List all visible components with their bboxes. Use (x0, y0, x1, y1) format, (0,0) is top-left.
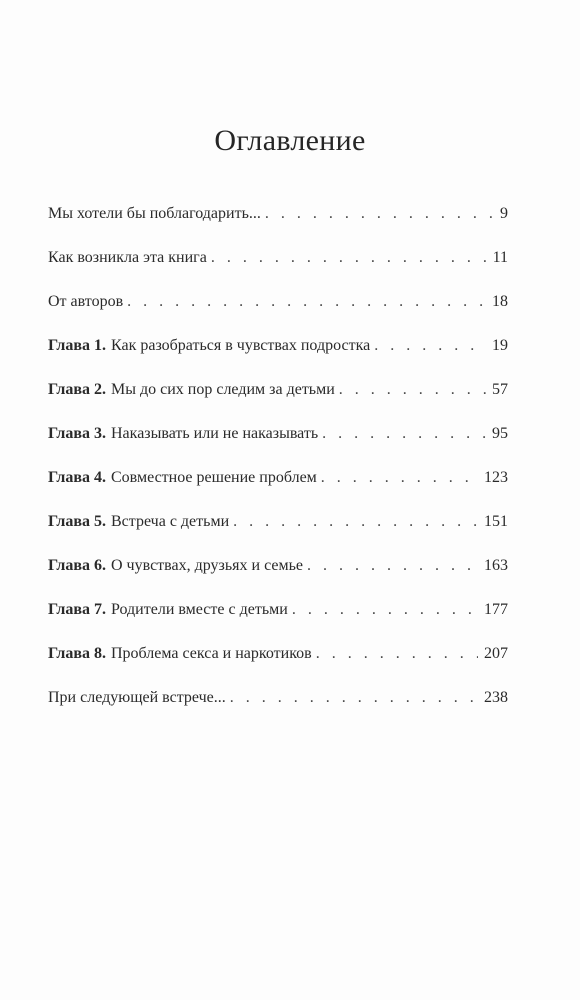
chapter-number: Глава 4. (48, 469, 106, 486)
dot-leader (233, 512, 478, 532)
entry-label (48, 336, 370, 356)
table-of-contents (48, 204, 508, 732)
entry-label (48, 512, 229, 532)
toc-entry (48, 600, 508, 644)
dot-leader (211, 248, 487, 268)
chapter-number: Глава 7. (48, 601, 106, 618)
entry-label (48, 380, 335, 400)
toc-entry (48, 380, 508, 424)
entry-label (48, 644, 312, 664)
dot-leader (265, 204, 494, 224)
page-number: 123 (484, 469, 508, 486)
toc-entry (48, 248, 508, 292)
page-number: 177 (484, 601, 508, 618)
page-number: 18 (492, 293, 508, 310)
toc-entry (48, 644, 508, 688)
toc-entry (48, 204, 508, 248)
page-number: 9 (500, 205, 508, 222)
dot-leader (321, 468, 478, 488)
dot-leader (307, 556, 478, 576)
dot-leader (316, 644, 478, 664)
chapter-number: Глава 6. (48, 557, 106, 574)
entry-label (48, 292, 123, 312)
entry-title: О чувствах, друзьях и семье (111, 557, 303, 574)
chapter-number: Глава 8. (48, 645, 106, 662)
entry-title: Как разобраться в чувствах подростка (111, 337, 371, 354)
toc-entry (48, 292, 508, 336)
page-number: 207 (484, 645, 508, 662)
entry-title: Наказывать или не наказывать (111, 425, 319, 442)
page-number: 151 (484, 513, 508, 530)
dot-leader (374, 336, 486, 356)
entry-label (48, 248, 207, 268)
toc-entry (48, 688, 508, 732)
toc-entry (48, 512, 508, 556)
entry-title: Встреча с детьми (111, 513, 230, 530)
entry-title: Проблема секса и наркотиков (111, 645, 312, 662)
entry-title: Мы до сих пор следим за детьми (111, 381, 335, 398)
entry-title: Как возникла эта книга (48, 249, 207, 266)
entry-label (48, 424, 318, 444)
toc-entry (48, 336, 508, 380)
page-number: 163 (484, 557, 508, 574)
page-number: 19 (492, 337, 508, 354)
chapter-number: Глава 5. (48, 513, 106, 530)
dot-leader (292, 600, 478, 620)
dot-leader (322, 424, 486, 444)
entry-title: Родители вместе с детьми (111, 601, 288, 618)
entry-label (48, 600, 288, 620)
entry-title: От авторов (48, 293, 124, 310)
entry-label (48, 688, 226, 708)
page-title: Оглавление (214, 124, 366, 157)
toc-entry (48, 468, 508, 512)
chapter-number: Глава 2. (48, 381, 106, 398)
dot-leader (127, 292, 486, 312)
dot-leader (339, 380, 486, 400)
page-number: 11 (492, 249, 508, 266)
toc-entry (48, 424, 508, 468)
entry-title: Мы хотели бы поблагодарить... (48, 205, 261, 222)
entry-label (48, 468, 317, 488)
chapter-number: Глава 1. (48, 337, 106, 354)
entry-label (48, 204, 261, 224)
page-number: 95 (492, 425, 508, 442)
page-number: 238 (484, 689, 508, 706)
toc-entry (48, 556, 508, 600)
entry-title: Совместное решение проблем (111, 469, 317, 486)
entry-title: При следующей встрече... (48, 689, 226, 706)
dot-leader (230, 688, 478, 708)
entry-label (48, 556, 303, 576)
chapter-number: Глава 3. (48, 425, 106, 442)
page-number: 57 (492, 381, 508, 398)
